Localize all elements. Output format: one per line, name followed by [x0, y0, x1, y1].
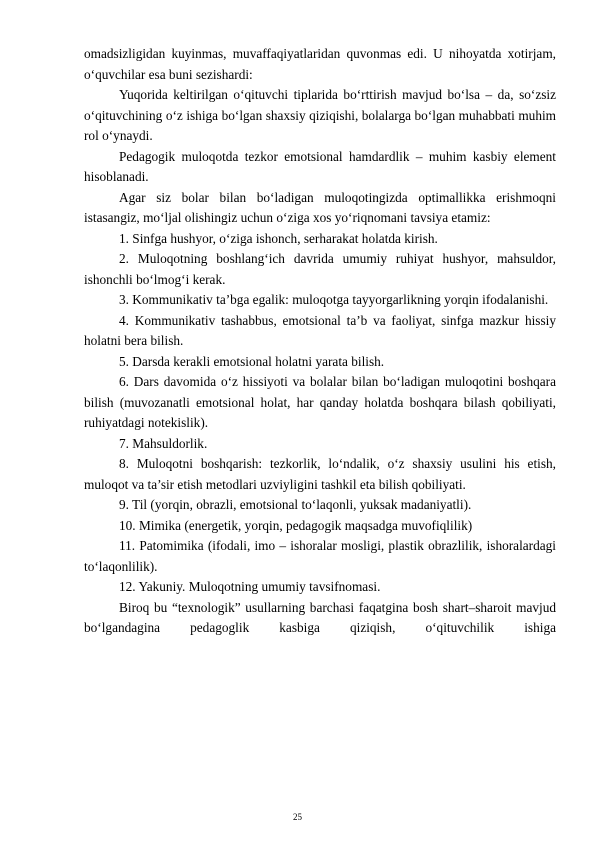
- list-item-11: 11. Patomimika (ifodali, imo – ishoralar mosligi, plastik obrazlilik, ishoralardagi to‘laqonlilik).: [84, 538, 556, 574]
- paragraph-final: Biroq bu “texnologik” usullarning barchasi faqatgina bosh shart–sharoit mavjud bo‘lgandagina pedagoglik kasbiga qiziqish, o‘qituvchilik ishiga: [84, 599, 556, 635]
- list-item-10: 10. Mimika (energetik, yorqin, pedagogik maqsadga muvofiqlilik): [119, 517, 473, 533]
- list-item-12: 12. Yakuniy. Muloqotning umumiy tavsifnomasi.: [119, 579, 381, 594]
- list-item-3: 3. Kommunikativ ta’bga egalik: muloqotga tayyorgarlikning yorqin ifodalanishi.: [119, 292, 549, 307]
- page-number: 25: [293, 812, 302, 822]
- list-item-1: 1. Sinfga hushyor, o‘ziga ishonch, serharakat holatda kirish.: [119, 230, 438, 246]
- document-body: [84, 44, 556, 639]
- list-item-7: 7. Mahsuldorlik.: [119, 435, 208, 451]
- list-item-2: 2. Muloqotning boshlang‘ich davrida umumiy ruhiyat hushyor, mahsuldor, ishonchli bo‘lmog‘i kerak.: [84, 251, 556, 287]
- list-item-5: 5. Darsda kerakli emotsional holatni yarata bilish.: [119, 353, 385, 369]
- paragraph-2: Yuqorida keltirilgan o‘qituvchi tiplarida bo‘rttirish mavjud bo‘lsa – da, so‘zsiz o‘qituvchining o‘z ishiga bo‘lgan shaxsiy qiziqishi, bolalarga bo‘lgan muhabbati muhim rol o‘ynaydi.: [84, 87, 556, 143]
- list-item-6: 6. Dars davomida o‘z hissiyoti va bolalar bilan bo‘ladigan muloqotini boshqara bilish (muvozanatli emotsional holat, har qanday holatda boshqara bilash qobiliyati, ruhiyatdagi notekislik).: [84, 374, 556, 430]
- paragraph-4: Agar siz bolar bilan bo‘ladigan muloqotingizda optimallikka erishmoqni istasangiz, mo‘ljal olishingiz uchun o‘ziga xos yo‘riqnomani tavsiya etamiz:: [84, 189, 556, 225]
- list-item-9: 9. Til (yorqin, obrazli, emotsional to‘laqonli, yuksak madaniyatli).: [119, 497, 472, 512]
- list-item-4: 4. Kommunikativ tashabbus, emotsional ta’b va faoliyat, sinfga mazkur hissiy holatni bera bilish.: [84, 312, 556, 348]
- list-item-8: 8. Muloqotni boshqarish: tezkorlik, lo‘ndalik, o‘z shaxsiy usulini his etish, muloqot va ta’sir etish metodlari uzviyligini tashkil eta bilish qobiliyati.: [84, 456, 556, 492]
- paragraph-1: omadsizligidan kuyinmas, muvaffaqiyatlaridan quvonmas edi. U nihoyatda xotirjam, o‘quvchilar esa buni sezishardi:: [84, 46, 556, 82]
- paragraph-3: Pedagogik muloqotda tezkor emotsional hamdardlik – muhim kasbiy element hisoblanadi.: [84, 148, 556, 184]
